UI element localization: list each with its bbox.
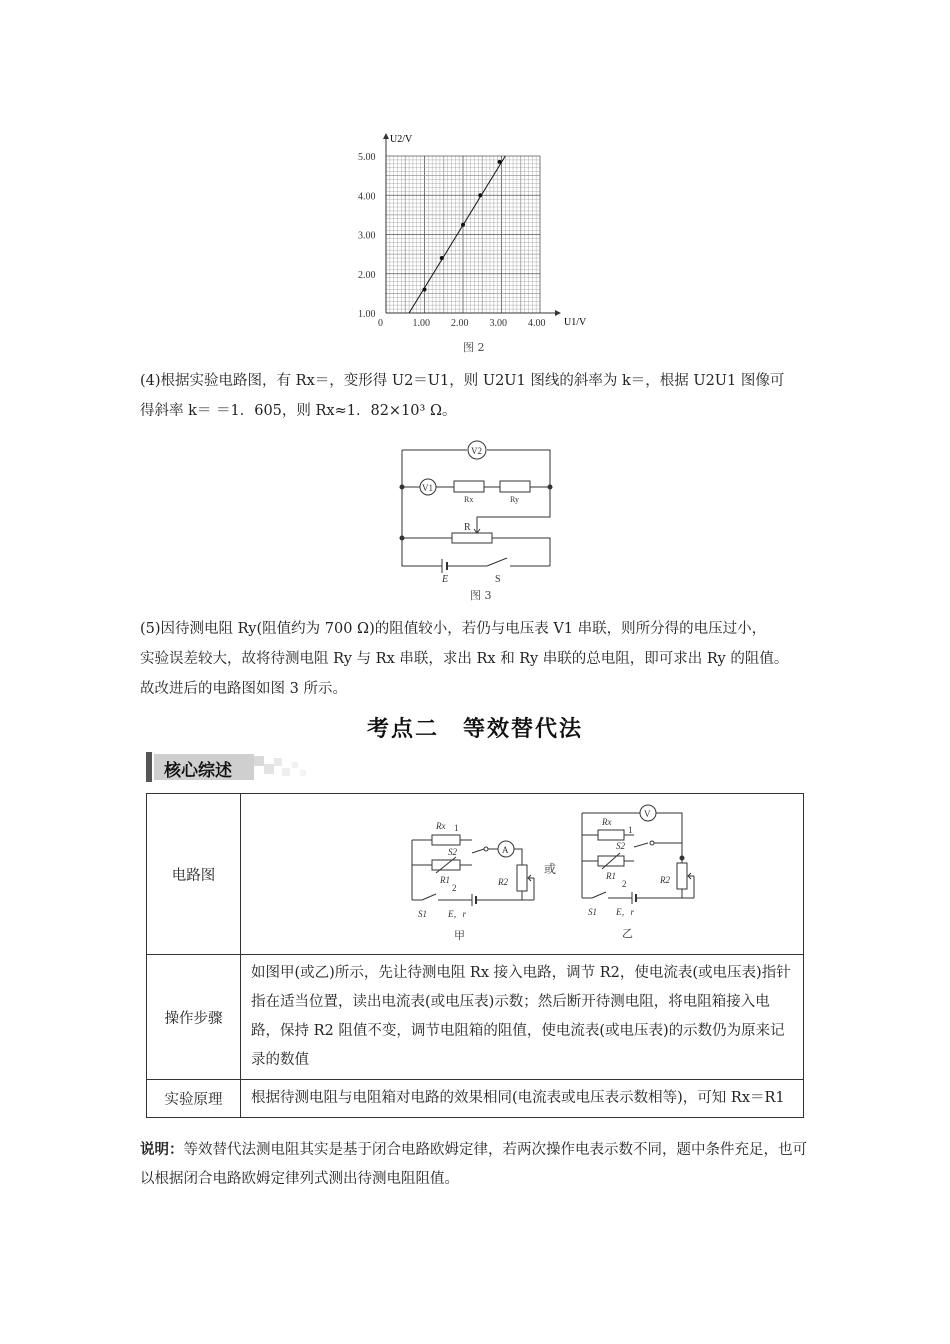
resistor-rx bbox=[454, 481, 484, 492]
x-tick-label: 4.00 bbox=[528, 318, 546, 329]
section-heading: 考点二 等效替代法 bbox=[366, 716, 583, 742]
y-tick-label: 1.00 bbox=[358, 309, 376, 320]
svg-text:A: A bbox=[502, 845, 509, 855]
circuit-diagrams-cell bbox=[241, 794, 804, 955]
rx-label: Rx bbox=[464, 495, 474, 504]
svg-text:2: 2 bbox=[452, 883, 457, 893]
v2-label: V2 bbox=[471, 446, 482, 456]
paragraph-4-line-2: 得斜率 k＝ ＝1．605，则 Rx≈1．82×10³ Ω。 bbox=[140, 403, 457, 419]
svg-text:1: 1 bbox=[628, 825, 633, 835]
circuit-figure-3 bbox=[392, 432, 562, 582]
banner-text: 核心综述 bbox=[164, 761, 232, 781]
paragraph-5 bbox=[140, 614, 820, 704]
x-tick-label: 2.00 bbox=[451, 318, 469, 329]
graph-figure bbox=[350, 128, 600, 358]
data-point bbox=[478, 193, 482, 197]
note bbox=[140, 1136, 820, 1194]
data-point bbox=[461, 223, 465, 227]
paragraph-5-line-2: 实验误差较大，故将待测电阻 Ry 与 Rx 串联，求出 Rx 和 Ry 串联的总电阻，即可求出 Ry 的阻值。 bbox=[140, 651, 789, 667]
yi-rx bbox=[598, 830, 624, 840]
table-row-circuit bbox=[147, 794, 804, 955]
jia-r2 bbox=[517, 865, 527, 891]
rheostat-r bbox=[452, 533, 492, 543]
svg-text:S2: S2 bbox=[448, 847, 457, 857]
y-tick-label: 4.00 bbox=[358, 191, 376, 203]
svg-text:Rx: Rx bbox=[436, 821, 446, 831]
paragraph-4 bbox=[140, 366, 820, 426]
data-point bbox=[498, 160, 502, 164]
or-label: 或 bbox=[544, 862, 557, 876]
yi-label: 乙 bbox=[622, 928, 633, 940]
svg-text:E，r: E，r bbox=[448, 909, 467, 919]
circuit-diagrams bbox=[242, 795, 802, 953]
x-tick-label: 3.00 bbox=[489, 318, 507, 329]
s-label: S bbox=[495, 574, 501, 582]
yi-r2 bbox=[677, 863, 687, 889]
core-summary-table bbox=[146, 793, 804, 1118]
svg-text:R1: R1 bbox=[606, 871, 616, 881]
x-tick-label: 0 bbox=[378, 318, 383, 329]
x-axis-label: U1/V bbox=[564, 317, 587, 328]
graph-grid bbox=[386, 156, 540, 313]
row-label-steps: 操作步骤 bbox=[147, 955, 241, 1080]
circuit-3-caption: 图 3 bbox=[470, 589, 492, 602]
row-label-circuit: 电路图 bbox=[147, 794, 241, 955]
v1-label: V1 bbox=[422, 483, 433, 493]
row-label-principle: 实验原理 bbox=[147, 1080, 241, 1118]
svg-text:R2: R2 bbox=[498, 877, 508, 887]
svg-text:V: V bbox=[644, 809, 651, 819]
svg-text:Rx: Rx bbox=[602, 817, 612, 827]
circuit-jia bbox=[412, 821, 534, 942]
ry-label: Ry bbox=[510, 495, 520, 504]
note-text: 等效替代法测电阻其实是基于闭合电路欧姆定律，若两次操作电表示数不同，题中条件充足，也可以根据闭合电路欧姆定律列式测出待测电阻阻值。 bbox=[140, 1142, 807, 1187]
circuit-yi bbox=[582, 805, 694, 940]
core-summary-banner bbox=[146, 752, 308, 782]
svg-text:R2: R2 bbox=[660, 875, 670, 885]
data-point bbox=[440, 256, 444, 260]
steps-content: 如图甲(或乙)所示，先让待测电阻 Rx 接入电路，调节 R2，使电流表(或电压表)指针指在适当位置，读出电流表(或电压表)示数；然后断开待测电阻，将电阻箱接入电路，保持 R2 阻值不变，调节电阻箱的阻值，使电流表(或电压表)的示数仍为原来记录的数值 bbox=[241, 955, 804, 1080]
paragraph-4-line-1: (4)根据实验电路图，有 Rx＝，变形得 U2＝U1，则 U2U1 图线的斜率为 k＝，根据 U2U1 图像可 bbox=[140, 373, 785, 389]
svg-text:1: 1 bbox=[454, 823, 459, 833]
y-tick-label: 5.00 bbox=[358, 152, 376, 163]
svg-text:E，r: E，r bbox=[616, 907, 635, 917]
paragraph-5-line-1: (5)因待测电阻 Ry(阻值约为 700 Ω)的阻值较小，若仍与电压表 V1 串联，则所分得的电压过小， bbox=[140, 621, 767, 637]
svg-text:S1: S1 bbox=[588, 907, 597, 917]
table-row-principle bbox=[147, 1080, 804, 1118]
principle-content: 根据待测电阻与电阻箱对电路的效果相同(电流表或电压表示数相等)，可知 Rx＝R1 bbox=[241, 1080, 804, 1118]
graph-caption: 图 2 bbox=[463, 341, 485, 354]
y-tick-label: 2.00 bbox=[358, 269, 376, 281]
x-tick-label: 1.00 bbox=[412, 318, 430, 329]
y-axis-label: U2/V bbox=[390, 134, 413, 145]
switch-s bbox=[487, 558, 507, 566]
paragraph-5-line-3: 故改进后的电路图如图 3 所示。 bbox=[140, 681, 347, 697]
svg-text:S1: S1 bbox=[418, 909, 427, 919]
svg-text:S2: S2 bbox=[616, 841, 625, 851]
jia-label: 甲 bbox=[454, 930, 465, 942]
e-label: E bbox=[442, 574, 449, 582]
svg-text:2: 2 bbox=[622, 879, 627, 889]
resistor-ry bbox=[500, 481, 530, 492]
r-label: R bbox=[464, 522, 471, 533]
y-tick-label: 3.00 bbox=[358, 230, 376, 242]
svg-text:R1: R1 bbox=[440, 875, 450, 885]
data-point bbox=[423, 287, 427, 291]
jia-rx bbox=[432, 835, 460, 845]
table-row-steps bbox=[147, 955, 804, 1080]
note-label: 说明： bbox=[140, 1142, 184, 1158]
